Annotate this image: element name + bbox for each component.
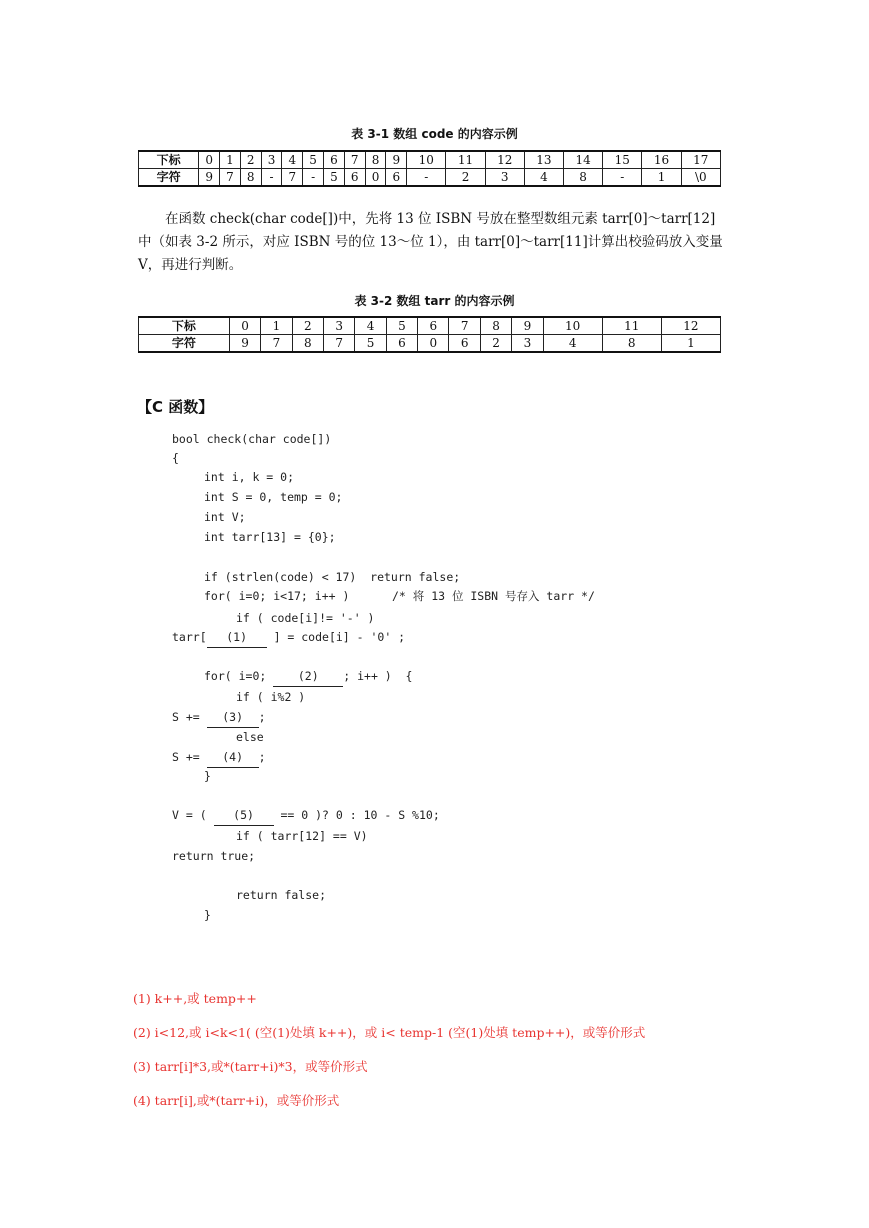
answer-4: (4) tarr[i],或*(tarr+i)，或等价形式 <box>133 1093 340 1108</box>
table-cell: 15 <box>603 151 642 169</box>
table-cell: 9 <box>386 151 407 169</box>
table-cell: 4 <box>543 335 602 353</box>
table-cell: 8 <box>480 317 511 335</box>
table-cell: 6 <box>386 169 407 187</box>
table-cell: 7 <box>344 151 365 169</box>
table-cell: 6 <box>344 169 365 187</box>
table-cell: - <box>603 169 642 187</box>
section-title: 【C 函数】 <box>137 398 214 416</box>
table-cell: \0 <box>681 169 720 187</box>
table-cell: 0 <box>418 335 449 353</box>
table-3-2 <box>138 316 721 353</box>
table-row <box>139 151 721 169</box>
table-cell: 13 <box>524 151 563 169</box>
table-cell: 1 <box>261 317 292 335</box>
table-cell: 3 <box>323 317 354 335</box>
table-cell: 3 <box>485 169 524 187</box>
table-3-2-caption: 表 3-2 数组 tarr 的内容示例 <box>354 294 515 308</box>
table-cell: 8 <box>564 169 603 187</box>
table-cell: 12 <box>485 151 524 169</box>
table-cell: 0 <box>229 317 260 335</box>
table-cell: 2 <box>480 335 511 353</box>
table-cell: 2 <box>446 169 485 187</box>
blank-3: (3) <box>207 708 259 728</box>
table-cell: 11 <box>446 151 485 169</box>
table-cell: 4 <box>524 169 563 187</box>
table-cell: 1 <box>642 169 681 187</box>
code-line: for( i=0; (2) ; i++ ) { <box>204 667 413 687</box>
code-line: int tarr[13] = {0}; <box>204 530 336 544</box>
table-cell: 4 <box>355 317 386 335</box>
table-cell: 5 <box>303 151 324 169</box>
code-line: S += (4) ; <box>172 748 266 768</box>
table-cell: 8 <box>365 151 386 169</box>
table-cell: 16 <box>642 151 681 169</box>
table-cell: - <box>407 169 446 187</box>
table-cell: 11 <box>602 317 661 335</box>
table-cell: 9 <box>512 317 543 335</box>
table-cell: 3 <box>512 335 543 353</box>
table-cell: 2 <box>240 151 261 169</box>
answer-3: (3) tarr[i]*3,或*(tarr+i)*3，或等价形式 <box>133 1059 368 1074</box>
table-cell: 6 <box>386 335 417 353</box>
row-label: 字符 <box>139 169 199 187</box>
table-cell: 10 <box>543 317 602 335</box>
table-cell: 17 <box>681 151 720 169</box>
code-line: S += (3) ; <box>172 708 266 728</box>
code-line: for( i=0; i<17; i++ ) <box>204 589 350 603</box>
table-cell: 7 <box>261 335 292 353</box>
blank-4: (4) <box>207 748 259 768</box>
code-line: int S = 0, temp = 0; <box>204 490 343 504</box>
row-label: 下标 <box>139 317 230 335</box>
table-cell: 9 <box>199 169 220 187</box>
code-line: else <box>236 730 264 744</box>
code-line: bool check(char code[]) <box>172 432 332 446</box>
code-line: { <box>172 451 179 465</box>
table-cell: 8 <box>240 169 261 187</box>
code-line: } <box>204 908 211 922</box>
code-line: V = ( (5) == 0 )? 0 : 10 - S %10; <box>172 806 440 826</box>
code-comment: /* 将 13 位 ISBN 号存入 tarr */ <box>392 589 595 603</box>
description-paragraph: 在函数 check(char code[])中，先将 13 位 ISBN 号放在整型数组元素 tarr[0]～tarr[12]中（如表 3-2 所示，对应 ISBN 号的位 13～位 1），由 tarr[0]～tarr[11]计算出校验码放入变量 V，再进行判断。 <box>138 211 723 273</box>
table-cell: - <box>303 169 324 187</box>
answer-2: (2) i<12,或 i<k<1( (空(1)处填 k++)，或 i< temp-1 (空(1)处填 temp++)，或等价形式 <box>133 1025 646 1040</box>
table-cell: 7 <box>282 169 303 187</box>
code-line: } <box>204 769 211 783</box>
code-line: if ( i%2 ) <box>236 690 306 704</box>
table-cell: 5 <box>355 335 386 353</box>
table-cell: 7 <box>449 317 480 335</box>
answer-1: (1) k++,或 temp++ <box>133 991 257 1006</box>
row-label: 字符 <box>139 335 230 353</box>
code-line: if ( code[i]!= '-' ) <box>236 611 375 625</box>
table-cell: 8 <box>602 335 661 353</box>
table-cell: 1 <box>661 335 720 353</box>
table-cell: 7 <box>220 169 241 187</box>
table-cell: 3 <box>261 151 282 169</box>
table-cell: 6 <box>418 317 449 335</box>
table-cell: 7 <box>323 335 354 353</box>
table-3-1 <box>138 150 721 187</box>
row-label: 下标 <box>139 151 199 169</box>
table-cell: 14 <box>564 151 603 169</box>
table-cell: 0 <box>365 169 386 187</box>
table-cell: 12 <box>661 317 720 335</box>
table-cell: 5 <box>386 317 417 335</box>
blank-1: (1) <box>207 628 267 648</box>
table-cell: 5 <box>324 169 345 187</box>
table-cell: 8 <box>292 335 323 353</box>
table-3-1-caption: 表 3-1 数组 code 的内容示例 <box>351 127 518 141</box>
table-cell: - <box>261 169 282 187</box>
code-line: return true; <box>172 849 256 863</box>
table-cell: 9 <box>229 335 260 353</box>
code-line: tarr[ (1) ] = code[i] - '0' ; <box>172 628 405 648</box>
table-row <box>139 317 721 335</box>
table-row <box>139 335 721 353</box>
table-cell: 10 <box>407 151 446 169</box>
table-cell: 1 <box>220 151 241 169</box>
table-cell: 6 <box>449 335 480 353</box>
table-cell: 6 <box>324 151 345 169</box>
code-line: int V; <box>204 510 246 524</box>
table-cell: 2 <box>292 317 323 335</box>
code-line: int i, k = 0; <box>204 470 295 484</box>
blank-2: (2) <box>273 667 343 687</box>
blank-5: (5) <box>214 806 274 826</box>
table-row <box>139 169 721 187</box>
code-line: return false; <box>236 888 327 902</box>
table-cell: 0 <box>199 151 220 169</box>
code-line: if ( tarr[12] == V) <box>236 829 368 843</box>
table-cell: 4 <box>282 151 303 169</box>
code-line: if (strlen(code) < 17) return false; <box>204 570 461 584</box>
